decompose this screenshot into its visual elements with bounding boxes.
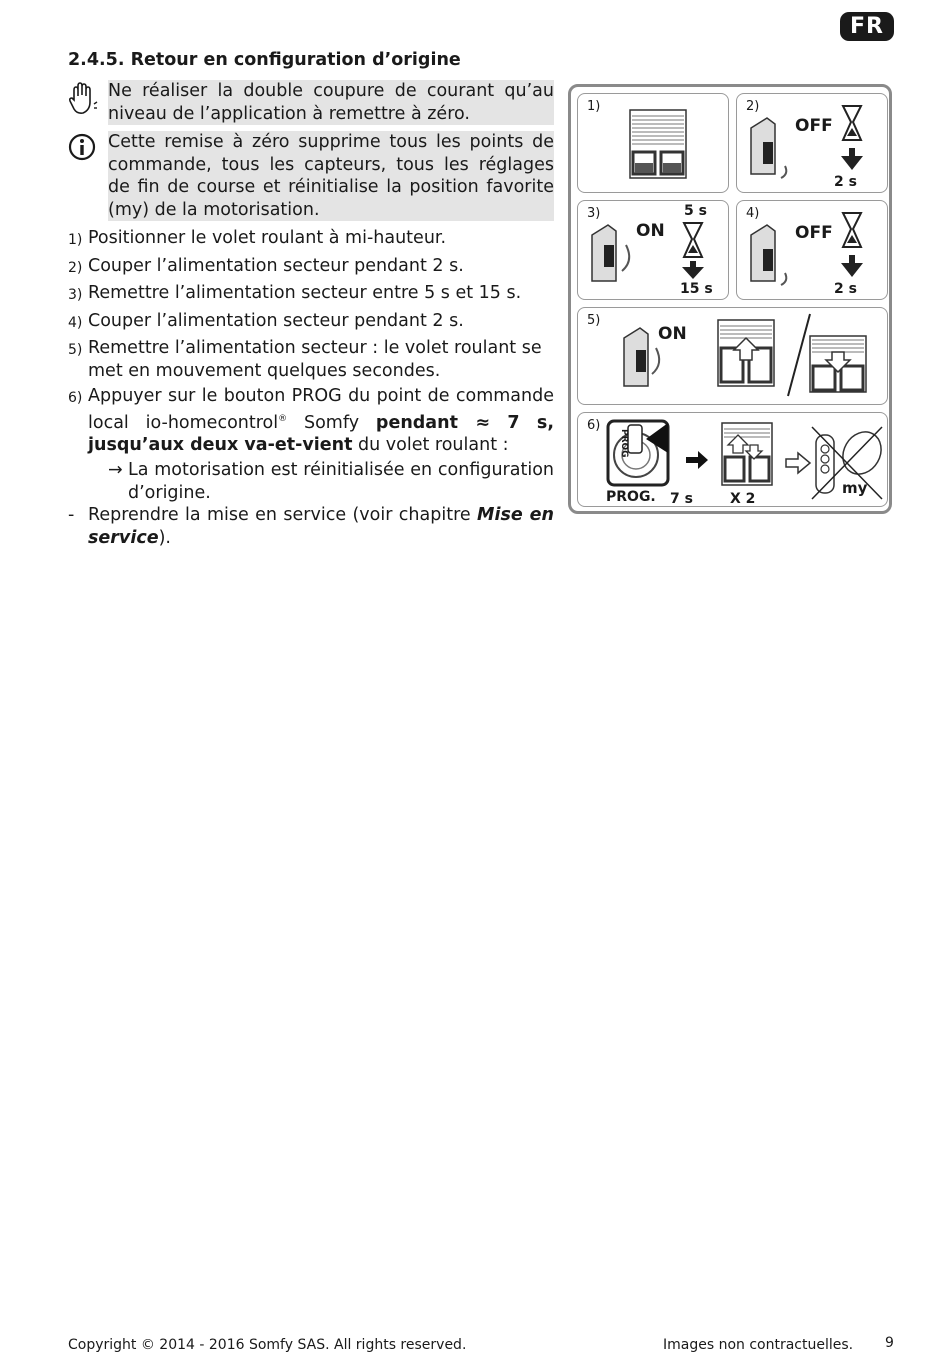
step-3 [68,282,554,307]
language-badge: FR [840,12,894,41]
panel-number: 4) [746,206,760,221]
step-text: Couper l’alimentation secteur pendant 2 s. [88,310,464,331]
my-label: my [842,479,868,497]
prog-label: PROG. [606,489,656,505]
step-text [88,385,554,456]
hold-duration-label: 7 s [670,491,693,507]
instructions-column [68,80,554,549]
on-label: ON [636,221,665,241]
step-number: 1) [68,232,83,248]
step-6-text-c: du volet roulant : [352,434,509,455]
step-text: Couper l’alimentation secteur pendant 2 s. [88,255,464,276]
registered-mark: ® [278,413,288,424]
panel-2 [736,93,888,193]
warning-text: Ne réaliser la double coupure de courant qu’au niveau de l’application à remettre à zéro. [108,81,554,124]
info-note [68,131,554,221]
dash-bullet: - [68,505,75,526]
procedure-figure [568,84,892,514]
panel-1 [577,93,729,193]
max-duration-label: 15 s [680,281,713,297]
step-text: Remettre l’alimentation secteur entre 5 s et 15 s. [88,283,522,303]
step-text: Positionner le volet roulant à mi-hauteur. [88,228,447,248]
warning-note [68,80,554,125]
hand-icon [68,82,108,123]
off-label: OFF [795,223,833,243]
panel-number: 2) [746,99,760,114]
step-4 [68,310,554,335]
step-number: 3) [68,287,83,303]
chapter-link: Mise en service [88,505,554,548]
final-text-a: Reprendre la mise en service (voir chapitre [88,505,478,526]
copyright: Copyright © 2014 - 2016 Somfy SAS. All rights reserved. [68,1337,467,1353]
on-label: ON [658,324,687,344]
step-text: Remettre l’alimentation secteur : le volet roulant se met en mouvement quelques secondes. [88,338,542,381]
final-item [68,504,554,549]
duration-label: 2 s [834,281,857,297]
panel-number: 5) [587,313,601,328]
step-number: 5) [68,342,83,358]
steps-list [68,227,554,549]
breaker-off-icon [737,94,889,194]
step-6-text-b: Somfy [287,412,376,433]
step-2 [68,255,554,280]
panel-number: 6) [587,418,601,433]
final-text-b: ). [158,527,171,548]
duration-label: 2 s [834,174,857,190]
step-number: 2) [68,259,83,276]
step-6-text-a: Appuyer sur le bouton PROG du point de commande local io-homecontrol [88,386,554,433]
step-1 [68,227,554,252]
panel-5 [577,307,888,405]
off-label: OFF [795,116,833,136]
info-icon [68,133,108,170]
shutter-half-icon [578,94,730,194]
step-6 [68,385,554,456]
panel-3 [577,200,729,300]
final-item-text [88,504,554,549]
sub-result [68,459,554,504]
section-title: 2.4.5. Retour en configuration d’origine [68,50,461,70]
min-duration-label: 5 s [684,203,707,219]
arrow-icon: → [108,460,123,481]
prog-button: PROG [619,429,629,458]
step-6-bold: pendant ≈ 7 s, jusqu’aux deux va-et-vient [88,412,555,455]
panel-6 [577,412,888,507]
info-text: Cette remise à zéro supprime tous les points de commande, tous les capteurs, tous les réglages de fin de course et réinitialise la position favorite (my) de la motorisation. [108,132,554,220]
panel-number: 3) [587,206,601,221]
power-on-shutter-moving [578,308,889,406]
disclaimer: Images non contractuelles. [663,1337,854,1353]
step-number: 4) [68,314,83,331]
step-number: 6) [68,390,83,406]
panel-number: 1) [587,99,601,114]
breaker-off-icon [737,201,889,301]
sub-result-text: La motorisation est réinitialisée en configuration d’origine. [128,460,554,503]
repeat-label: X 2 [730,491,756,507]
page-number: 9 [885,1335,894,1351]
step-5 [68,337,554,382]
panel-4 [736,200,888,300]
